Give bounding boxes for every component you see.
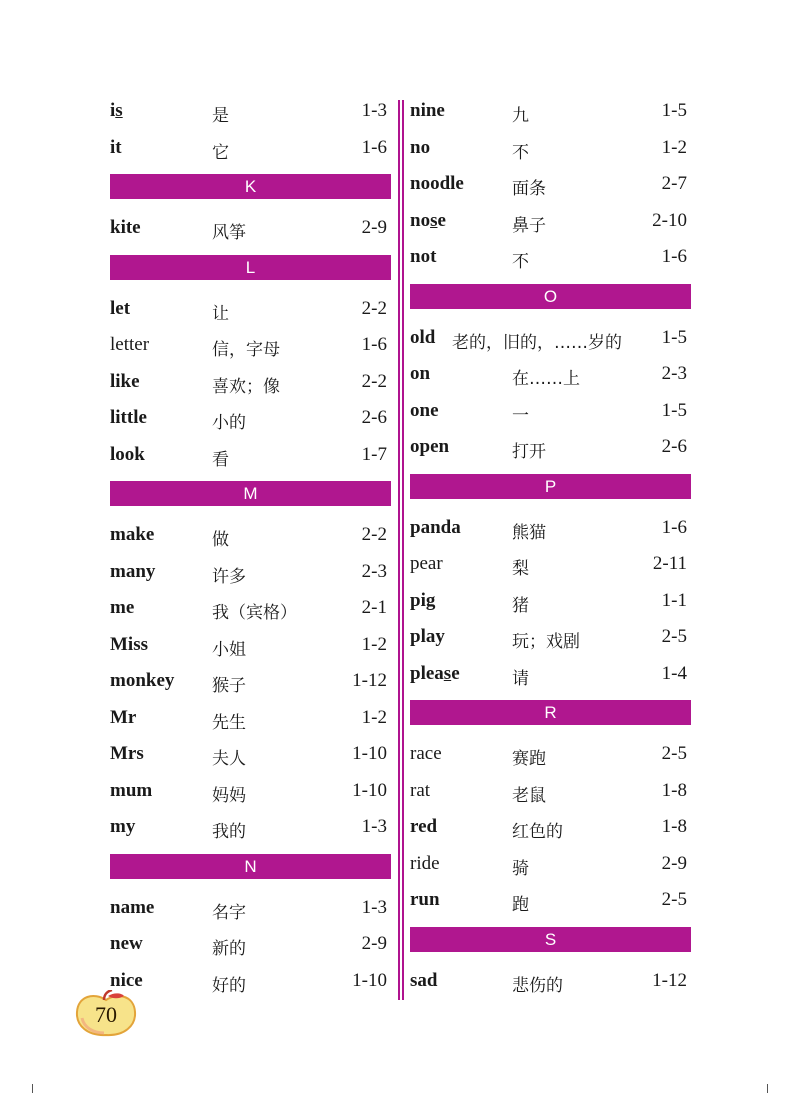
right-column bbox=[410, 92, 691, 998]
letter-header-n: N bbox=[110, 854, 391, 879]
entry-word: Mr bbox=[110, 706, 137, 728]
vocab-entry bbox=[410, 772, 691, 809]
word-part-underlined: s bbox=[443, 662, 452, 684]
vocab-entry bbox=[410, 655, 691, 692]
entry-unit: 1-12 bbox=[352, 670, 387, 691]
entry-word: mum bbox=[110, 779, 153, 801]
entry-meaning: 小姐 bbox=[212, 639, 246, 660]
vocab-entry bbox=[410, 165, 691, 202]
entry-unit: 1-10 bbox=[352, 969, 387, 991]
entry-word: not bbox=[410, 246, 437, 267]
letter-header-r: R bbox=[410, 700, 691, 725]
letter-header-s: S bbox=[410, 927, 691, 952]
entry-meaning: 九 bbox=[512, 106, 529, 126]
vocab-entry bbox=[110, 399, 391, 436]
entry-unit: 2-3 bbox=[361, 560, 387, 582]
entry-meaning: 妈妈 bbox=[212, 785, 246, 806]
entry-word: my bbox=[110, 816, 136, 837]
entry-unit: 1-8 bbox=[661, 816, 687, 837]
entry-unit: 1-10 bbox=[352, 779, 387, 801]
vocab-entry bbox=[110, 129, 391, 166]
entry-meaning: 不 bbox=[512, 252, 529, 272]
entry-meaning: 赛跑 bbox=[512, 749, 546, 769]
word-part: e bbox=[451, 662, 460, 684]
vocab-entry bbox=[110, 553, 391, 590]
entry-unit: 1-1 bbox=[661, 589, 687, 611]
entry-meaning: 夫人 bbox=[212, 749, 246, 769]
vocab-entry bbox=[110, 735, 391, 772]
entry-unit: 2-9 bbox=[661, 852, 687, 874]
crop-mark bbox=[32, 1084, 33, 1093]
entry-meaning: 风筝 bbox=[212, 223, 246, 243]
letter-header-k: K bbox=[110, 174, 391, 199]
entry-unit: 2-7 bbox=[661, 173, 687, 194]
word-part: e bbox=[437, 209, 446, 231]
entry-word: on bbox=[410, 363, 431, 384]
vocab-entry bbox=[410, 238, 691, 275]
entry-unit: 1-6 bbox=[361, 334, 387, 355]
entry-word: one bbox=[410, 399, 439, 421]
vocab-entry bbox=[110, 363, 391, 400]
vocab-entry bbox=[410, 392, 691, 429]
entry-word: pear bbox=[410, 553, 443, 574]
letter-header-p: P bbox=[410, 474, 691, 499]
word-part: no bbox=[410, 209, 431, 231]
entry-unit: 2-1 bbox=[361, 597, 387, 618]
entry-word: let bbox=[110, 297, 131, 319]
entry-meaning: 喜欢；像 bbox=[212, 376, 280, 397]
entry-word: like bbox=[110, 370, 140, 392]
entry-word: new bbox=[110, 933, 143, 954]
vocab-entry bbox=[410, 618, 691, 655]
entry-word: little bbox=[110, 407, 147, 428]
entry-unit: 2-6 bbox=[361, 407, 387, 428]
entry-meaning: 鼻子 bbox=[512, 215, 546, 236]
entry-unit: 1-4 bbox=[661, 662, 687, 684]
word-part-underlined: s bbox=[430, 209, 438, 231]
entry-meaning: 信，字母 bbox=[212, 340, 280, 360]
entry-unit: 1-3 bbox=[361, 896, 387, 918]
entry-unit: 1-5 bbox=[661, 399, 687, 421]
word-part-underlined: s bbox=[115, 100, 123, 121]
entry-unit: 2-3 bbox=[661, 363, 687, 384]
vocab-entry bbox=[410, 962, 691, 999]
vocab-entry bbox=[410, 845, 691, 882]
entry-word bbox=[410, 663, 460, 685]
entry-word: sad bbox=[410, 969, 438, 991]
entry-word: noodle bbox=[410, 173, 464, 194]
entry-word: nice bbox=[110, 969, 143, 991]
crop-mark bbox=[767, 1084, 768, 1093]
entry-meaning: 打开 bbox=[512, 442, 546, 462]
vocab-entry bbox=[410, 582, 691, 619]
entry-word: play bbox=[410, 626, 445, 647]
entry-word: ride bbox=[410, 852, 440, 874]
vocab-entry bbox=[110, 516, 391, 553]
entry-word: look bbox=[110, 443, 145, 465]
entry-unit: 2-10 bbox=[652, 209, 687, 231]
entry-meaning: 面条 bbox=[512, 179, 546, 199]
vocab-entry bbox=[410, 319, 691, 356]
entry-unit: 1-7 bbox=[361, 443, 387, 465]
entry-word: many bbox=[110, 560, 156, 582]
entry-meaning: 梨 bbox=[512, 559, 529, 579]
entry-meaning: 猪 bbox=[512, 595, 529, 616]
entry-unit: 1-6 bbox=[661, 246, 687, 267]
entry-unit: 1-2 bbox=[661, 136, 687, 158]
entry-word: Miss bbox=[110, 633, 148, 655]
entry-unit: 1-10 bbox=[352, 743, 387, 764]
entry-unit: 1-12 bbox=[652, 969, 687, 991]
vocab-entry bbox=[110, 290, 391, 327]
entry-word: name bbox=[110, 896, 155, 918]
entry-word: nine bbox=[410, 100, 445, 121]
vocab-entry bbox=[410, 428, 691, 465]
entry-unit: 2-9 bbox=[361, 217, 387, 238]
entry-meaning: 悲伤的 bbox=[512, 975, 563, 996]
vocab-entry bbox=[410, 808, 691, 845]
vocab-entry bbox=[110, 772, 391, 809]
vocab-entry bbox=[410, 92, 691, 129]
entry-meaning: 猴子 bbox=[212, 676, 246, 696]
entry-unit: 1-8 bbox=[661, 779, 687, 801]
entry-unit: 2-11 bbox=[652, 553, 687, 574]
left-column bbox=[110, 92, 391, 998]
page-number: 70 bbox=[95, 1002, 117, 1027]
entry-meaning: 玩；戏剧 bbox=[512, 632, 580, 652]
entry-meaning: 红色的 bbox=[512, 822, 563, 842]
entry-unit: 2-5 bbox=[661, 626, 687, 647]
vocab-entry bbox=[110, 626, 391, 663]
vocab-entry bbox=[410, 509, 691, 546]
entry-word bbox=[410, 210, 446, 232]
entry-word: it bbox=[110, 136, 122, 158]
page-number-badge bbox=[74, 990, 138, 1038]
entry-word bbox=[110, 100, 123, 122]
vocab-entry bbox=[110, 962, 391, 999]
entry-unit: 1-6 bbox=[361, 136, 387, 158]
entry-meaning: 请 bbox=[512, 668, 529, 689]
entry-meaning: 名字 bbox=[212, 902, 246, 923]
entry-meaning: 好的 bbox=[212, 975, 246, 996]
entry-word: pig bbox=[410, 589, 436, 611]
entry-unit: 2-6 bbox=[661, 436, 687, 457]
entry-word: old bbox=[410, 326, 436, 348]
entry-unit: 2-9 bbox=[361, 933, 387, 954]
vocab-entry bbox=[110, 589, 391, 626]
column-divider bbox=[398, 100, 404, 1000]
entry-meaning: 跑 bbox=[512, 895, 529, 915]
entry-meaning: 它 bbox=[212, 142, 229, 163]
entry-meaning: 一 bbox=[512, 405, 529, 426]
letter-header-l: L bbox=[110, 255, 391, 280]
entry-meaning: 老鼠 bbox=[512, 785, 546, 806]
entry-meaning: 不 bbox=[512, 142, 529, 163]
vocab-entry bbox=[410, 735, 691, 772]
entry-meaning: 许多 bbox=[212, 566, 246, 587]
vocab-entry bbox=[410, 129, 691, 166]
entry-word: monkey bbox=[110, 670, 175, 691]
entry-meaning: 让 bbox=[212, 303, 229, 324]
entry-meaning: 先生 bbox=[212, 712, 246, 733]
entry-meaning: 老的，旧的，……岁的 bbox=[452, 332, 622, 353]
entry-word: make bbox=[110, 524, 155, 545]
entry-unit: 2-5 bbox=[661, 889, 687, 910]
entry-unit: 1-6 bbox=[661, 516, 687, 538]
entry-meaning: 在……上 bbox=[512, 369, 580, 389]
entry-word: me bbox=[110, 597, 135, 618]
entry-word: kite bbox=[110, 217, 141, 238]
vocab-entry bbox=[110, 699, 391, 736]
entry-word: rat bbox=[410, 779, 431, 801]
entry-unit: 1-2 bbox=[361, 706, 387, 728]
entry-meaning: 我的 bbox=[212, 822, 246, 842]
word-part: plea bbox=[410, 662, 444, 684]
vocab-entry bbox=[110, 209, 391, 246]
letter-header-m: M bbox=[110, 481, 391, 506]
entry-unit: 1-3 bbox=[361, 816, 387, 837]
vocab-entry bbox=[110, 326, 391, 363]
entry-meaning: 看 bbox=[212, 449, 229, 470]
entry-word: open bbox=[410, 436, 450, 457]
vocab-entry bbox=[110, 889, 391, 926]
entry-word: no bbox=[410, 136, 431, 158]
vocab-entry bbox=[110, 436, 391, 473]
vocab-entry bbox=[410, 355, 691, 392]
entry-meaning: 我（宾格） bbox=[212, 603, 297, 623]
entry-unit: 1-5 bbox=[661, 100, 687, 121]
entry-meaning: 小的 bbox=[212, 413, 246, 433]
entry-meaning: 是 bbox=[212, 106, 229, 126]
entry-word: Mrs bbox=[110, 743, 144, 764]
vocab-entry bbox=[110, 808, 391, 845]
vocab-entry bbox=[410, 881, 691, 918]
entry-word: letter bbox=[110, 334, 150, 355]
vocab-entry bbox=[110, 662, 391, 699]
vocab-entry bbox=[110, 925, 391, 962]
entry-word: run bbox=[410, 889, 440, 910]
letter-header-o: O bbox=[410, 284, 691, 309]
entry-unit: 2-2 bbox=[361, 524, 387, 545]
entry-meaning: 熊猫 bbox=[512, 522, 546, 543]
vocab-entry bbox=[410, 545, 691, 582]
entry-unit: 1-5 bbox=[661, 326, 687, 348]
entry-word: race bbox=[410, 743, 442, 764]
vocab-entry bbox=[110, 92, 391, 129]
entry-meaning: 骑 bbox=[512, 858, 529, 879]
entry-meaning: 新的 bbox=[212, 939, 246, 959]
entry-unit: 2-2 bbox=[361, 297, 387, 319]
entry-unit: 2-5 bbox=[661, 743, 687, 764]
entry-unit: 2-2 bbox=[361, 370, 387, 392]
entry-unit: 1-2 bbox=[361, 633, 387, 655]
word-part: i bbox=[110, 100, 116, 121]
entry-meaning: 做 bbox=[212, 530, 229, 550]
vocab-entry bbox=[410, 202, 691, 239]
entry-word: panda bbox=[410, 516, 461, 538]
entry-unit: 1-3 bbox=[361, 100, 387, 121]
entry-word: red bbox=[410, 816, 438, 837]
